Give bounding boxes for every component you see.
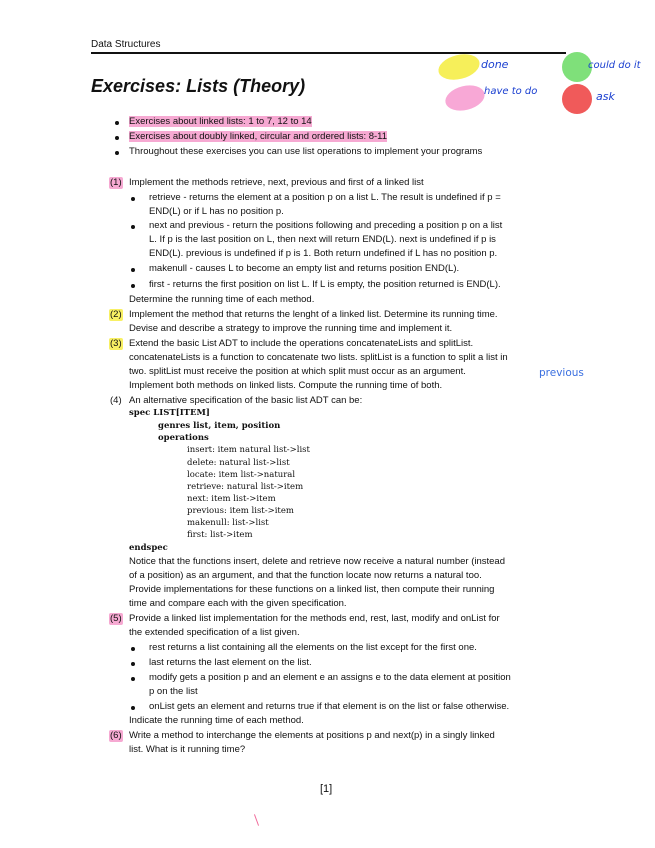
legend-swatch-have	[443, 82, 488, 115]
legend-label-could: could do it	[588, 60, 641, 71]
exercise-3-text: Implement both methods on linked lists. Compute the running time of both.	[129, 380, 443, 391]
exercise-2-text: Devise and describe a strategy to improve the running time and implement it.	[129, 323, 453, 334]
exercise-1-retrieve: retrieve - returns the element at a position p on a list L. The result is undefined if p =	[149, 192, 501, 203]
exercise-number-2: (2)	[110, 309, 122, 320]
margin-note: previous	[539, 367, 584, 379]
intro-item: Exercises about doubly linked, circular and ordered lists: 8-11	[129, 131, 388, 142]
spec-line: spec LIST[ITEM]	[129, 408, 210, 418]
exercise-5-tail: Indicate the running time of each method.	[129, 715, 304, 726]
exercise-number-4: (4)	[110, 395, 122, 406]
exercise-5-modify-cont: p on the list	[149, 686, 198, 697]
exercise-5-lead: Provide a linked list implementation for the methods end, rest, last, modify and onList for	[129, 613, 500, 624]
exercise-4-lead: An alternative specification of the basic list ADT can be:	[129, 395, 363, 406]
bullet-icon	[131, 677, 135, 681]
legend-label-have: have to do	[484, 86, 538, 97]
exercise-5-rest: rest returns a list containing all the elements on the list except for the first one.	[149, 642, 477, 653]
exercise-number-1: (1)	[110, 177, 122, 188]
spec-line: genres list, item, position	[158, 421, 281, 431]
exercise-5-onlist: onList gets an element and returns true if that element is on the list or false otherwise.	[149, 701, 510, 712]
legend-label-done: done	[481, 58, 509, 71]
stray-mark	[254, 814, 259, 826]
intro-item: Exercises about linked lists: 1 to 7, 12 to 14	[129, 116, 312, 127]
exercise-4-tail: time and compare each with the given specification.	[129, 598, 347, 609]
intro-item: Throughout these exercises you can use list operations to implement your programs	[129, 146, 483, 157]
page-number: [1]	[320, 783, 333, 795]
spec-line: first: list->item	[187, 530, 253, 540]
exercise-1-first: first - returns the first position on list L. If L is empty, the position returned is END(L).	[149, 279, 501, 290]
course-header: Data Structures	[91, 39, 161, 50]
exercise-2-text: Implement the method that returns the lenght of a linked list. Determine its running time.	[129, 309, 498, 320]
exercise-number-5: (5)	[110, 613, 122, 624]
exercise-1-makenull: makenull - causes L to become an empty list and returns position END(L).	[149, 263, 460, 274]
legend-swatch-done	[436, 50, 483, 83]
exercise-4-tail: Provide implementations for these functions on a linked list, then compute their running	[129, 584, 495, 595]
exercise-6-text: Write a method to interchange the elements at positions p and next(p) in a singly linked	[129, 730, 495, 741]
spec-line: insert: item natural list->list	[187, 445, 310, 455]
header-rule	[91, 52, 566, 54]
spec-line: delete: natural list->list	[187, 458, 290, 468]
exercise-3-text: concatenateLists is a function to concatenate two lists. splitList is a function to split a list in	[129, 352, 508, 363]
spec-line: previous: item list->item	[187, 506, 294, 516]
bullet-icon	[131, 225, 135, 229]
bullet-icon	[131, 662, 135, 666]
bullet-icon	[131, 647, 135, 651]
exercise-3-text: two. splitList must receive the position at which split must occur as an argument.	[129, 366, 466, 377]
exercise-number-6: (6)	[110, 730, 122, 741]
exercise-1-next-cont: L. If p is the last position on L, then next will return END(L). next is undefined if p is	[149, 234, 496, 245]
exercise-1-tail: Determine the running time of each method.	[129, 294, 315, 305]
exercise-6-text: list. What is it running time?	[129, 744, 246, 755]
bullet-icon	[131, 284, 135, 288]
exercise-4-tail: Notice that the functions insert, delete and retrieve now receive a natural number (instead	[129, 556, 505, 567]
bullet-icon	[131, 268, 135, 272]
exercise-1-retrieve-cont: END(L) or if L has no position p.	[149, 206, 284, 217]
exercise-1-next: next and previous - return the positions following and preceding a position p on a list	[149, 220, 503, 231]
legend-swatch-ask	[562, 84, 592, 114]
exercise-number-3: (3)	[110, 338, 122, 349]
exercise-5-last: last returns the last element on the list.	[149, 657, 312, 668]
spec-line: next: item list->item	[187, 494, 276, 504]
exercise-4-tail: of a position) as an argument, and that the function locate now returns a natural too.	[129, 570, 482, 581]
exercise-5-lead: the extended specification of a list given.	[129, 627, 300, 638]
spec-line: operations	[158, 433, 209, 443]
bullet-icon	[131, 197, 135, 201]
bullet-icon	[131, 706, 135, 710]
bullet-icon	[115, 121, 119, 125]
exercise-5-modify: modify gets a position p and an element e an assigns e to the data element at position	[149, 672, 511, 683]
page-title: Exercises: Lists (Theory)	[91, 76, 306, 96]
bullet-icon	[115, 136, 119, 140]
spec-line: makenull: list->list	[187, 518, 269, 528]
exercise-3-text: Extend the basic List ADT to include the operations concatenateLists and splitList.	[129, 338, 474, 349]
bullet-icon	[115, 151, 119, 155]
spec-line: locate: item list->natural	[187, 470, 296, 480]
exercise-1-lead: Implement the methods retrieve, next, previous and first of a linked list	[129, 177, 424, 188]
spec-line: retrieve: natural list->item	[187, 482, 304, 492]
legend-label-ask: ask	[596, 90, 615, 103]
exercise-1-next-cont: END(L). previous is undefined if p is 1. Both return undefined if L has no position p.	[149, 248, 498, 259]
spec-line: endspec	[129, 543, 168, 553]
